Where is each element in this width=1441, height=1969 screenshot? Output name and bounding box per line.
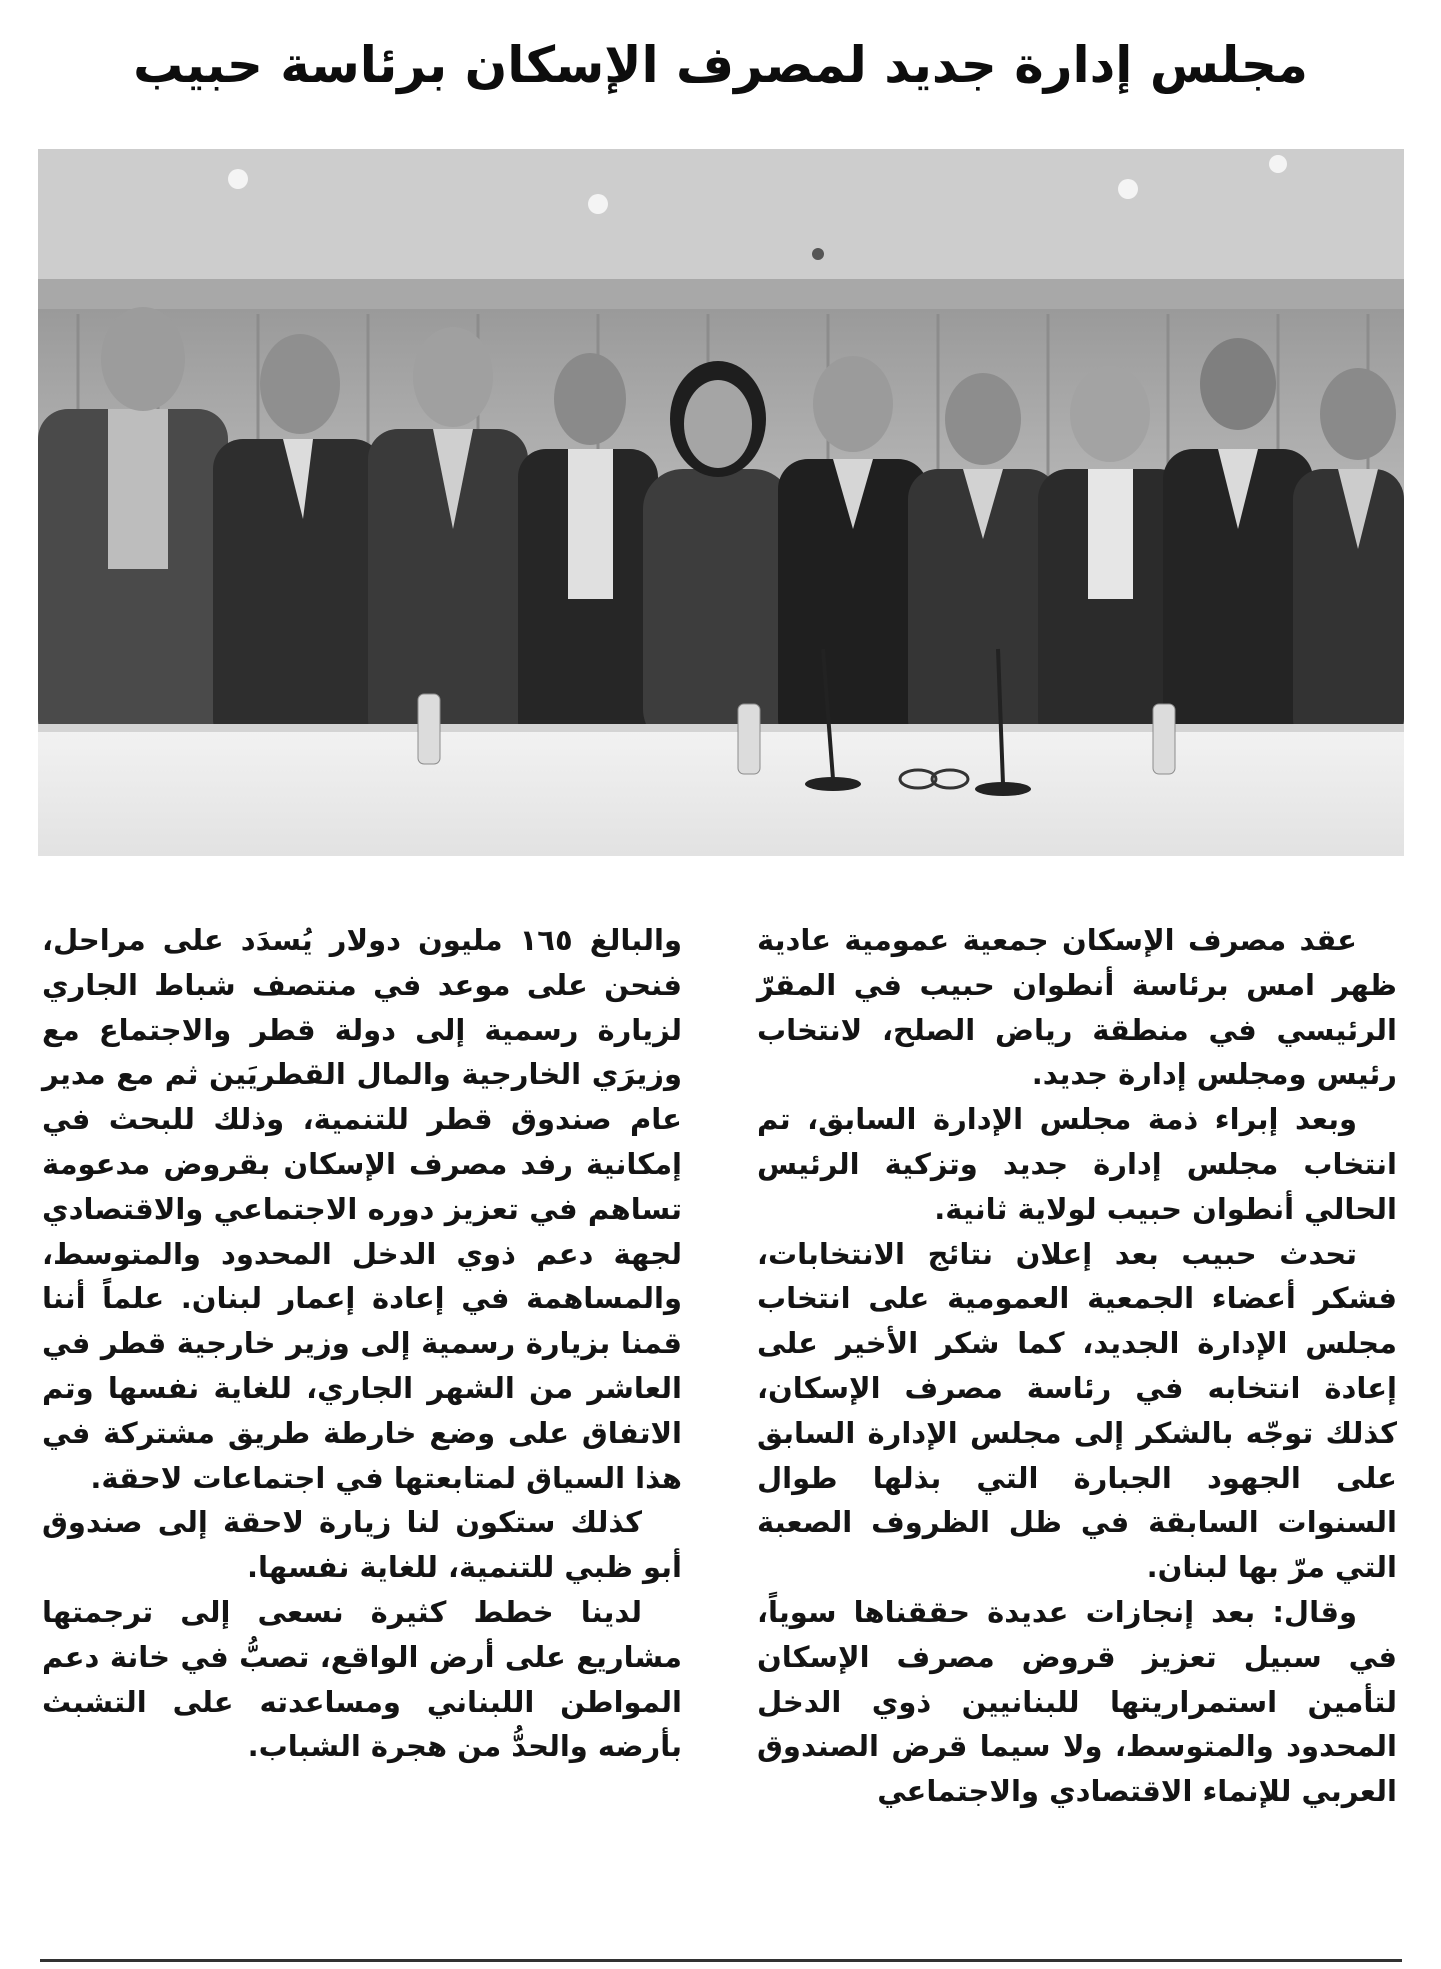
group-photo xyxy=(38,149,1404,856)
paragraph: وبعد إبراء ذمة مجلس الإدارة السابق، تم انتخاب مجلس إدارة جديد وتزكية الرئيس الحالي أنطوان حبيب لولاية ثانية. xyxy=(757,1102,1397,1226)
paragraph: وقال: بعد إنجازات عديدة حققناها سوياً، في سبيل تعزيز قروض مصرف الإسكان لتأمين استمراريتها للبنانيين ذوي الدخل المحدود والمتوسط، ولا سيما قرض الصندوق العربي للإنماء الاقتصادي والاجتماعي xyxy=(757,1594,1397,1809)
paragraph: عقد مصرف الإسكان جمعية عمومية عادية ظهر امس برئاسة أنطوان حبيب في المقرّ الرئيسي في منطقة رياض الصلح، لانتخاب رئيس ومجلس إدارة جديد. xyxy=(757,923,1397,1092)
bottom-rule xyxy=(40,1959,1402,1962)
paragraph: والبالغ ١٦٥ مليون دولار يُسدَد على مراحل، فنحن على موعد في منتصف شباط الجاري لزيارة رسمية إلى دولة قطر والاجتماع مع وزيرَي الخارجية والمال القطريَين ثم مع مدير عام صندوق قطر للتنمية، وذلك للبحث في إمكانية رفد مصرف الإسكان بقروض مدعومة تساهم في تعزيز دوره الاجتماعي والاقتصادي لجهة دعم ذوي الدخل المحدود والمتوسط، والمساهمة في إعادة إعمار لبنان. علماً أننا قمنا بزيارة رسمية إلى وزير خارجية قطر في العاشر من الشهر الجاري، للغاية نفسها وتم الاتفاق على وضع خارطة طريق مشتركة في هذا السياق لمتابعتها في اجتماعات لاحقة. xyxy=(42,923,682,1495)
paragraph: كذلك ستكون لنا زيارة لاحقة إلى صندوق أبو ظبي للتنمية، للغاية نفسها. xyxy=(42,1505,682,1585)
headline: مجلس إدارة جديد لمصرف الإسكان برئاسة حبيب xyxy=(133,36,1308,94)
paragraph: تحدث حبيب بعد إعلان نتائج الانتخابات، فشكر أعضاء الجمعية العمومية على انتخاب مجلس الإدارة الجديد، كما شكر الأخير على إعادة انتخابه في رئاسة مصرف الإسكان، كذلك توجّه بالشكر إلى مجلس الإدارة السابق على الجهود الجبارة التي بذلها طوال السنوات السابقة في ظل الظروف الصعبة التي مرّ بها لبنان. xyxy=(757,1236,1397,1585)
paragraph: لدينا خطط كثيرة نسعى إلى ترجمتها مشاريع على أرض الواقع، تصبُّ في خانة دعم المواطن اللبناني ومساعدته على التشبث بأرضه والحدُّ من هجرة الشباب. xyxy=(42,1594,682,1764)
article-column-right xyxy=(757,918,1397,1814)
article-column-left xyxy=(42,918,682,1769)
